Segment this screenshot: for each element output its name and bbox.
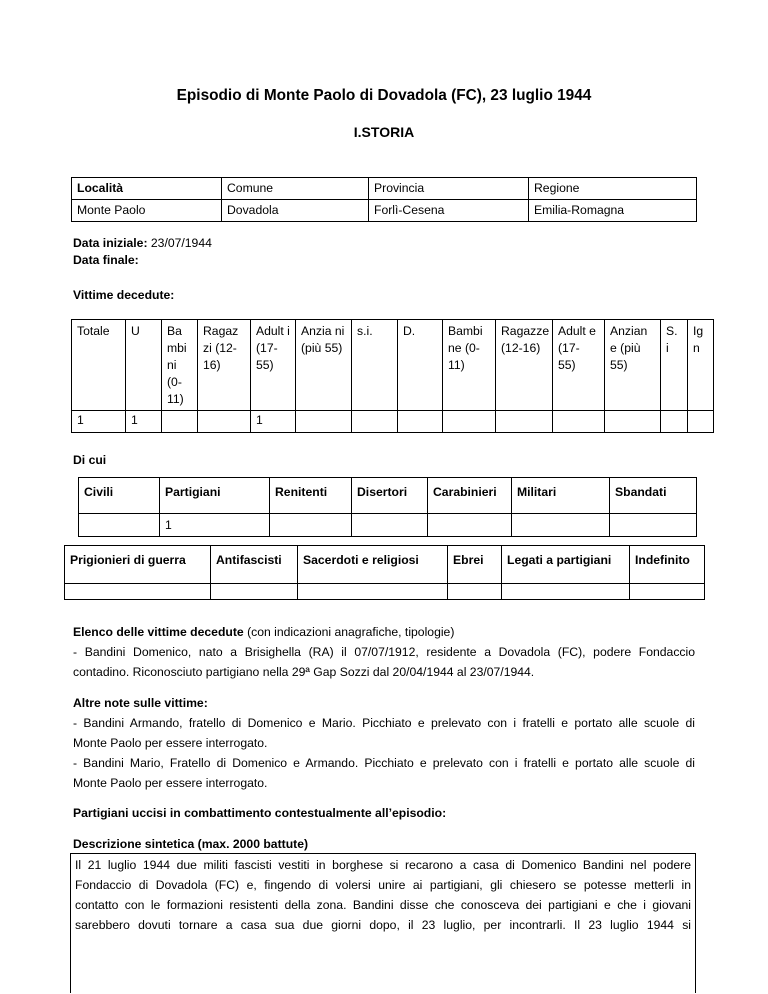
victims-value-cell	[398, 411, 443, 433]
start-date-value: 23/07/1944	[150, 236, 212, 250]
di-cui-value-cell	[79, 514, 160, 537]
prigionieri-header: Prigionieri di guerra	[65, 546, 211, 584]
renitenti-header: Renitenti	[270, 478, 352, 514]
categories-value-row	[65, 584, 705, 600]
victims-header-row	[72, 320, 714, 411]
altre-note-line: Monte Paolo per essere interrogato.	[73, 736, 268, 750]
victims-header-cell: Ba mbi ni (0- 11)	[162, 320, 198, 411]
di-cui-header-row	[79, 478, 697, 514]
victims-header-cell: Totale	[72, 320, 126, 411]
partigiani-uccisi-label: Partigiani uccisi in combattimento contestualmente all’episodio:	[73, 806, 447, 820]
victims-value-cell	[352, 411, 398, 433]
location-header-row	[72, 178, 697, 200]
date-block	[73, 233, 695, 270]
victims-value-cell: 1	[72, 411, 126, 433]
victims-header-cell: s.i.	[352, 320, 398, 411]
di-cui-value-cell	[512, 514, 610, 537]
di-cui-value-cell	[428, 514, 512, 537]
descrizione-line: Il 21 luglio 1944 due militi fascisti vestiti in borghese si recarono a casa di Domenico Bandini nel podere	[75, 858, 691, 872]
elenco-line: - Bandini Domenico, nato a Brisighella (RA) il 07/07/1912, residente a Dovadola (FC), podere Fondaccio	[73, 645, 695, 659]
location-value: Monte Paolo	[72, 200, 222, 222]
elenco-line: contadino. Riconosciuto partigiano nella 29ª Gap Sozzi dal 20/04/1944 al 23/07/1944.	[73, 665, 535, 679]
victims-header-cell: S. i	[661, 320, 688, 411]
victims-value-cell	[198, 411, 251, 433]
victims-header-cell: Ragazze (12-16)	[496, 320, 553, 411]
categories-value-cell	[211, 584, 298, 600]
victims-value-cell	[496, 411, 553, 433]
elenco-section	[73, 622, 695, 682]
victims-value-cell	[605, 411, 661, 433]
victims-value-cell	[162, 411, 198, 433]
categories-value-cell	[65, 584, 211, 600]
location-table	[71, 177, 697, 222]
provincia-header: Provincia	[369, 178, 529, 200]
victims-header-cell: Bambi ne (0- 11)	[443, 320, 496, 411]
victims-header-cell: Anzia ni (più 55)	[296, 320, 352, 411]
descrizione-line: Fondaccio di Dovadola (FC) e, fingendo di volersi unire ai partigiani, gli chiesero se potesse metterli in	[75, 878, 691, 892]
section-title: I.STORIA	[353, 124, 415, 140]
ebrei-header: Ebrei	[448, 546, 502, 584]
regione-header: Regione	[529, 178, 697, 200]
partigiani-header: Partigiani	[160, 478, 270, 514]
di-cui-value-cell	[270, 514, 352, 537]
civili-header: Civili	[79, 478, 160, 514]
victims-header-cell: D.	[398, 320, 443, 411]
altre-note-section	[73, 693, 695, 793]
victims-value-cell: 1	[251, 411, 296, 433]
regione-value: Emilia-Romagna	[529, 200, 697, 222]
start-date-label: Data iniziale:	[73, 236, 148, 250]
elenco-note: (con indicazioni anagrafiche, tipologie)	[243, 625, 455, 639]
location-value-row	[72, 200, 697, 222]
comune-header: Comune	[222, 178, 369, 200]
altre-note-line: - Bandini Armando, fratello di Domenico e Mario. Picchiato e prelevato con i fratelli e portato alle scuole di	[73, 716, 695, 730]
di-cui-value-cell	[352, 514, 428, 537]
victims-header-cell: Adult i (17- 55)	[251, 320, 296, 411]
elenco-label: Elenco delle vittime decedute	[73, 625, 244, 639]
descrizione-line: sarebbero dovuti tornare a casa sua due giorni dopo, il 23 luglio, per incontrarli. Il 23 luglio 1944 si	[75, 918, 691, 932]
victims-header-cell: Adult e (17- 55)	[553, 320, 605, 411]
indefinito-header: Indefinito	[630, 546, 705, 584]
sacerdoti-header: Sacerdoti e religiosi	[298, 546, 448, 584]
altre-note-label: Altre note sulle vittime:	[73, 696, 208, 710]
altre-note-line: - Bandini Mario, Fratello di Domenico e Armando. Picchiato e prelevato con i fratelli e portato alle scuole di	[73, 756, 695, 770]
victims-value-cell	[296, 411, 352, 433]
provincia-value: Forlì-Cesena	[369, 200, 529, 222]
categories-value-cell	[502, 584, 630, 600]
victims-value-cell	[443, 411, 496, 433]
elenco-heading	[73, 622, 695, 642]
categories-value-cell	[448, 584, 502, 600]
categories-header-row	[65, 546, 705, 584]
document-title: Episodio di Monte Paolo di Dovadola (FC), 23 luglio 1944	[176, 87, 592, 104]
militari-header: Militari	[512, 478, 610, 514]
antifascisti-header: Antifascisti	[211, 546, 298, 584]
victims-value-cell	[688, 411, 714, 433]
sbandati-header: Sbandati	[610, 478, 697, 514]
victims-header-cell: Anzian e (più 55)	[605, 320, 661, 411]
descrizione-box	[70, 853, 696, 993]
location-header: Località	[72, 178, 222, 200]
categories-value-cell	[630, 584, 705, 600]
victims-label: Vittime decedute:	[73, 288, 175, 302]
victims-value-row	[72, 411, 714, 433]
di-cui-table	[78, 477, 697, 537]
descrizione-label: Descrizione sintetica (max. 2000 battute)	[73, 837, 309, 851]
descrizione-line: contatto con le formazioni resistenti della zona. Bandini disse che conosceva dei partigiani e che i giovani	[75, 898, 691, 912]
end-date-label: Data finale:	[73, 253, 139, 267]
disertori-header: Disertori	[352, 478, 428, 514]
categories-table	[64, 545, 705, 600]
di-cui-value-row	[79, 514, 697, 537]
legati-header: Legati a partigiani	[502, 546, 630, 584]
end-date	[73, 250, 695, 270]
victims-header-cell: U	[126, 320, 162, 411]
victims-header-cell: Ig n	[688, 320, 714, 411]
carabinieri-header: Carabinieri	[428, 478, 512, 514]
categories-value-cell	[298, 584, 448, 600]
altre-note-line: Monte Paolo per essere interrogato.	[73, 776, 268, 790]
victims-value-cell	[553, 411, 605, 433]
comune-value: Dovadola	[222, 200, 369, 222]
victims-table	[71, 319, 714, 433]
di-cui-label: Di cui	[73, 453, 107, 467]
di-cui-value-cell	[610, 514, 697, 537]
victims-value-cell: 1	[126, 411, 162, 433]
victims-header-cell: Ragaz zi (12- 16)	[198, 320, 251, 411]
di-cui-value-cell: 1	[160, 514, 270, 537]
victims-value-cell	[661, 411, 688, 433]
